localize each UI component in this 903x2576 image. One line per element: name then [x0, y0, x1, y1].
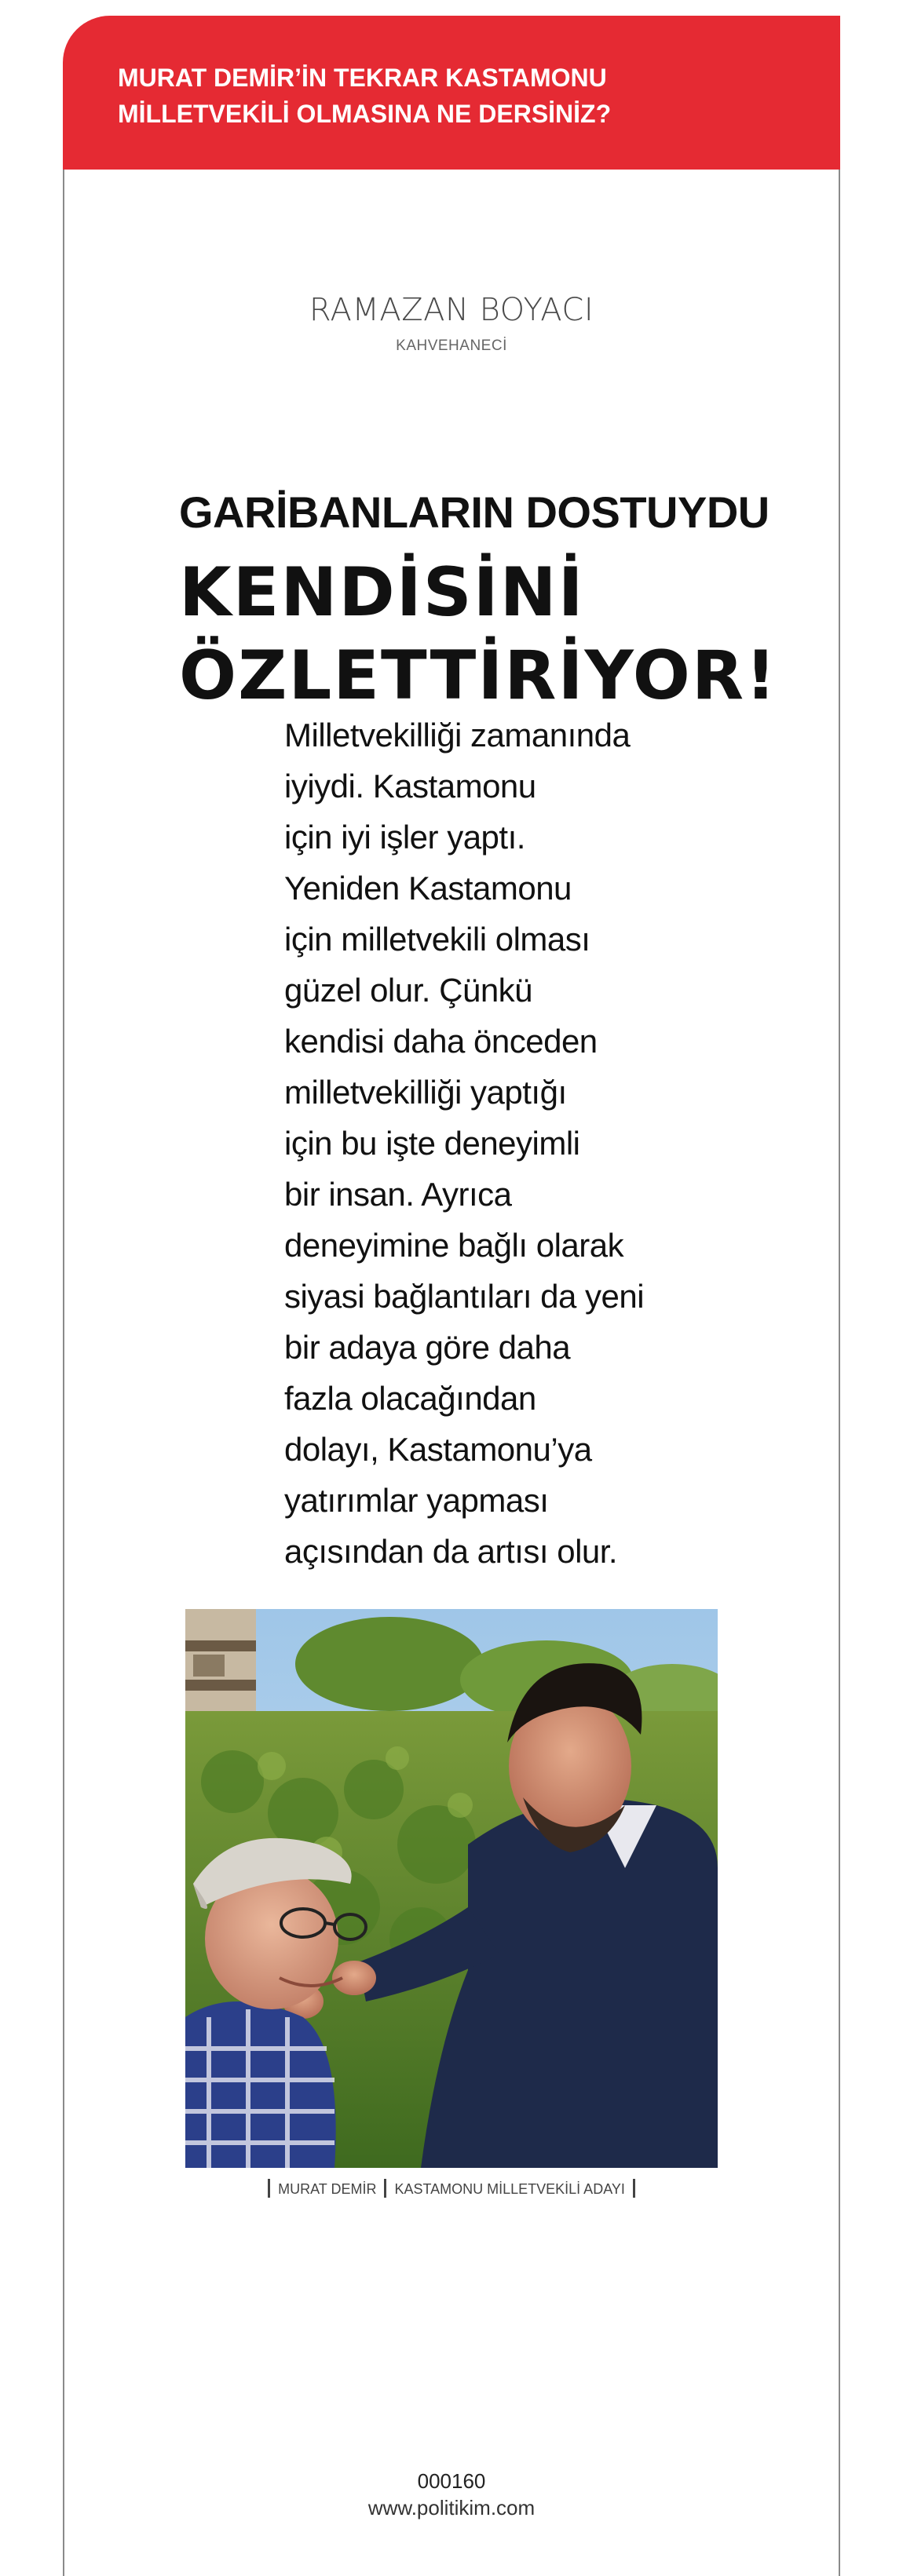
headline-main-line-2: ÖZLETTİRİYOR! [179, 637, 778, 715]
body-line: için bu işte deneyimli [284, 1125, 580, 1162]
body-line: Milletvekilliği zamanında [284, 717, 631, 753]
frame-left-border [63, 170, 64, 2576]
caption-name: MURAT DEMİR [278, 2181, 377, 2197]
body-line: yatırımlar yapması [284, 1482, 549, 1519]
body-line: Yeniden Kastamonu [284, 870, 572, 907]
photo-caption [0, 2179, 903, 2198]
body-line: güzel olur. Çünkü [284, 972, 533, 1009]
header-banner [63, 16, 840, 170]
article-body [284, 710, 645, 1577]
caption-divider [633, 2179, 635, 2198]
headline-main [179, 551, 854, 717]
body-line: fazla olacağından [284, 1380, 536, 1417]
body-line: milletvekilliği yaptığı [284, 1074, 567, 1111]
body-line: için iyi işler yaptı. [284, 819, 525, 856]
banner-line-1: MURAT DEMİR’İN TEKRAR KASTAMONU [118, 64, 607, 92]
body-line: iyiydi. Kastamonu [284, 768, 536, 805]
headline-main-line-1: KENDİSİNİ [179, 553, 585, 632]
body-line: deneyimine bağlı olarak [284, 1227, 624, 1264]
author-name: RAMAZAN BOYACI [309, 292, 594, 328]
caption-divider [384, 2179, 386, 2198]
footer-url: www.politikim.com [367, 2496, 536, 2519]
body-line: dolayı, Kastamonu’ya [284, 1431, 592, 1468]
frame-right-border [839, 170, 840, 2576]
body-line: bir insan. Ayrıca [284, 1176, 512, 1213]
body-line: bir adaya göre daha [284, 1329, 571, 1366]
body-line: için milletvekili olması [284, 921, 590, 958]
body-line: kendisi daha önceden [284, 1023, 598, 1060]
banner-question [118, 60, 809, 132]
banner-line-2: MİLLETVEKİLİ OLMASINA NE DERSİNİZ? [118, 100, 612, 128]
caption-divider [268, 2179, 270, 2198]
headline-kicker: GARİBANLARIN DOSTUYDU [179, 487, 770, 537]
caption-title: KASTAMONU MİLLETVEKİLİ ADAYI [394, 2181, 625, 2197]
author-role: KAHVEHANECİ [396, 338, 507, 354]
candidate-photo [185, 1609, 718, 2168]
footer-code: 000160 [417, 2469, 486, 2493]
body-line: açısından da artısı olur. [284, 1533, 618, 1570]
body-line: siyasi bağlantıları da yeni [284, 1278, 645, 1315]
